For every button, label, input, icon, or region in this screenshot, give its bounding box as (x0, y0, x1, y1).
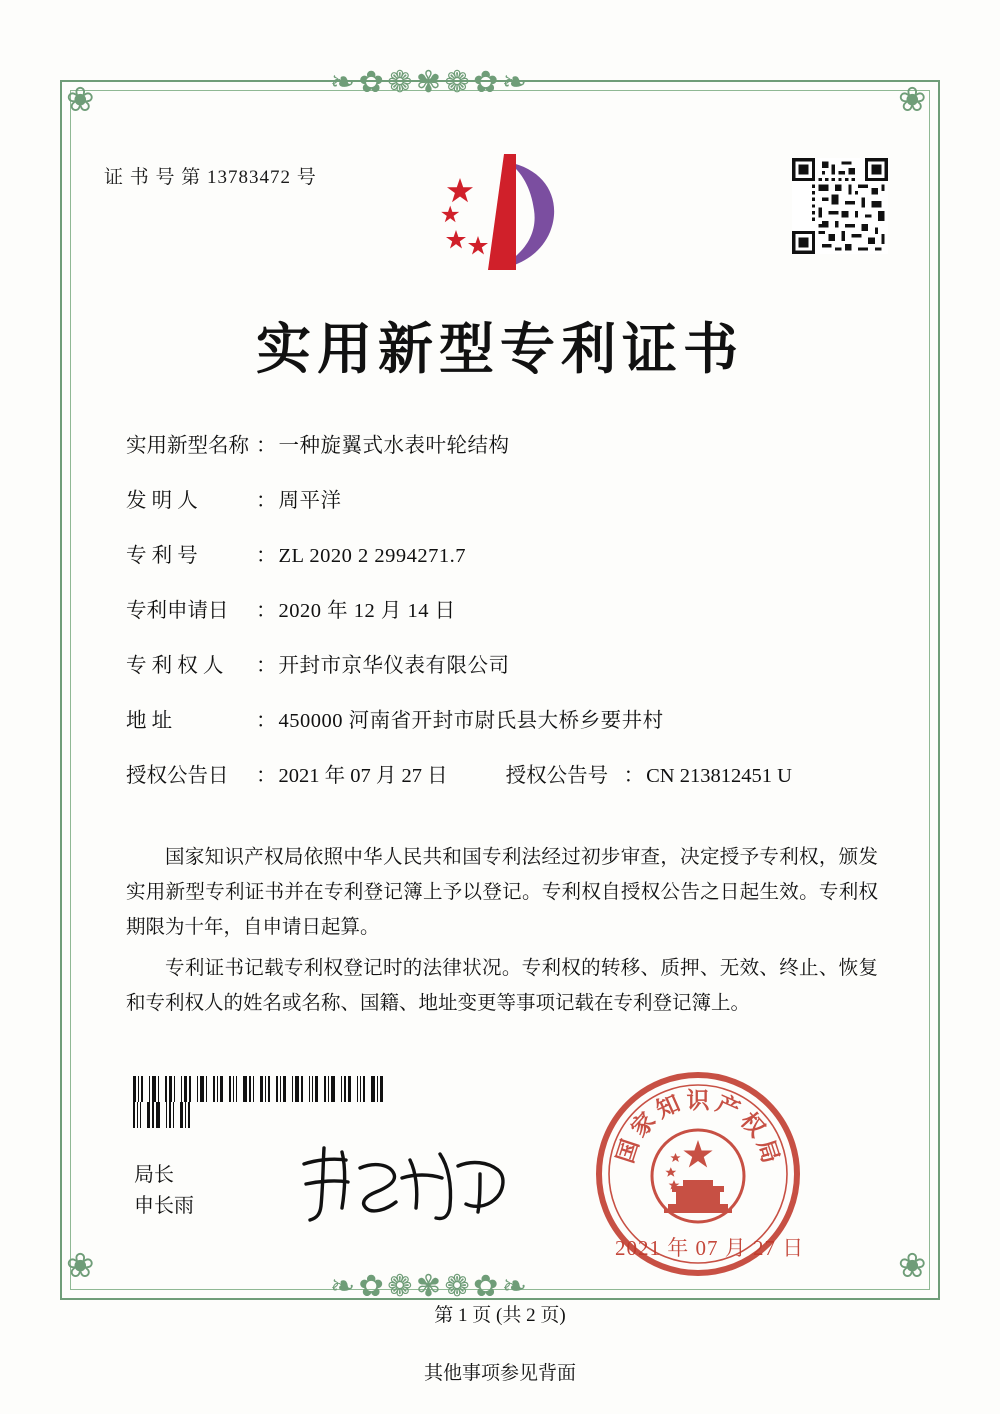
field-label: 实用新型名称 (126, 435, 249, 457)
field-patent-number (126, 538, 886, 568)
field-label: 专利申请日 (126, 600, 229, 622)
field-application-date (126, 593, 886, 623)
field-colon: ： (256, 435, 277, 457)
seal-date: 2021 年 07 月 27 日 (615, 1236, 805, 1260)
ornament-top: ❧ ✿ ❁ ✾ ❁ ✿ ❧ (330, 66, 525, 99)
grant-number-group (506, 758, 792, 788)
commissioner-title: 局长 (134, 1164, 174, 1186)
paragraph-1: 国家知识产权局依照中华人民共和国专利法经过初步审查，决定授予专利权，颁发实用新型专利证书并在专利登记簿上予以登记。专利权自授权公告之日起生效。专利权期限为十年，自申请日起算。 (126, 847, 878, 938)
certificate-number: 证 书 号 第 13783472 号 (104, 167, 317, 188)
page-title: 实用新型专利证书 (255, 316, 744, 381)
ornament-corner-top-right: ❀ (898, 82, 927, 119)
svg-text:识: 识 (686, 1087, 710, 1114)
field-list (126, 428, 886, 813)
qr-code (792, 158, 888, 254)
legal-body-text (126, 840, 878, 1027)
field-colon: ： (256, 765, 277, 787)
commissioner-block (134, 1160, 194, 1222)
svg-text:知: 知 (652, 1089, 685, 1124)
grant-number-value: CN 213812451 U (646, 765, 792, 787)
field-colon: ： (256, 545, 277, 567)
field-grant-announcement (126, 758, 886, 788)
field-colon: ： (256, 490, 277, 512)
field-inventor (126, 483, 886, 513)
field-colon: ： (256, 655, 277, 677)
field-label: 发 明 人 (126, 490, 198, 512)
svg-text:国: 国 (611, 1136, 645, 1167)
ornament-bottom: ❧ ✿ ❁ ✾ ❁ ✿ ❧ (330, 1270, 525, 1303)
field-value: 开封市京华仪表有限公司 (278, 655, 510, 677)
field-colon: ： (256, 710, 277, 732)
paragraph-2: 专利证书记载专利权登记时的法律状况。专利权的转移、质押、无效、终止、恢复和专利权人的姓名或名称、国籍、地址变更等事项记载在专利登记簿上。 (126, 958, 878, 1014)
ornament-corner-bottom-right: ❀ (898, 1248, 927, 1285)
field-colon: ： (256, 600, 277, 622)
grant-date-value: 2021 年 07 月 27 日 (278, 765, 448, 787)
field-value: 一种旋翼式水表叶轮结构 (278, 435, 510, 457)
field-value: 2020 年 12 月 14 日 (278, 600, 456, 622)
svg-text:权: 权 (734, 1107, 771, 1143)
ornament-corner-bottom-left: ❀ (66, 1248, 95, 1285)
field-value: 450000 河南省开封市尉氏县大桥乡要井村 (278, 710, 664, 732)
ornament-corner-top-left: ❀ (66, 82, 95, 119)
svg-text:局: 局 (751, 1136, 785, 1167)
back-side-note: 其他事项参见背面 (423, 1363, 576, 1384)
cnipa-logo (430, 150, 580, 280)
page-indicator: 第 1 页 (共 2 页) (434, 1305, 566, 1326)
barcode (133, 1076, 391, 1102)
field-label: 专 利 号 (126, 545, 198, 567)
field-value: 周平洋 (278, 490, 342, 512)
svg-text:产: 产 (711, 1089, 744, 1124)
grant-number-label: 授权公告号 (505, 765, 609, 787)
field-label: 专 利 权 人 (126, 655, 224, 677)
handwritten-signature (290, 1138, 520, 1228)
svg-text:家: 家 (625, 1107, 662, 1143)
field-address (126, 703, 886, 733)
field-patentee (126, 648, 886, 678)
commissioner-name: 申长雨 (134, 1195, 194, 1217)
grant-date-label: 授权公告日 (126, 765, 229, 787)
field-value: ZL 2020 2 2994271.7 (278, 545, 467, 567)
field-colon: ： (623, 765, 645, 787)
field-utility-model-name (126, 428, 886, 458)
field-label: 地 址 (126, 710, 173, 732)
